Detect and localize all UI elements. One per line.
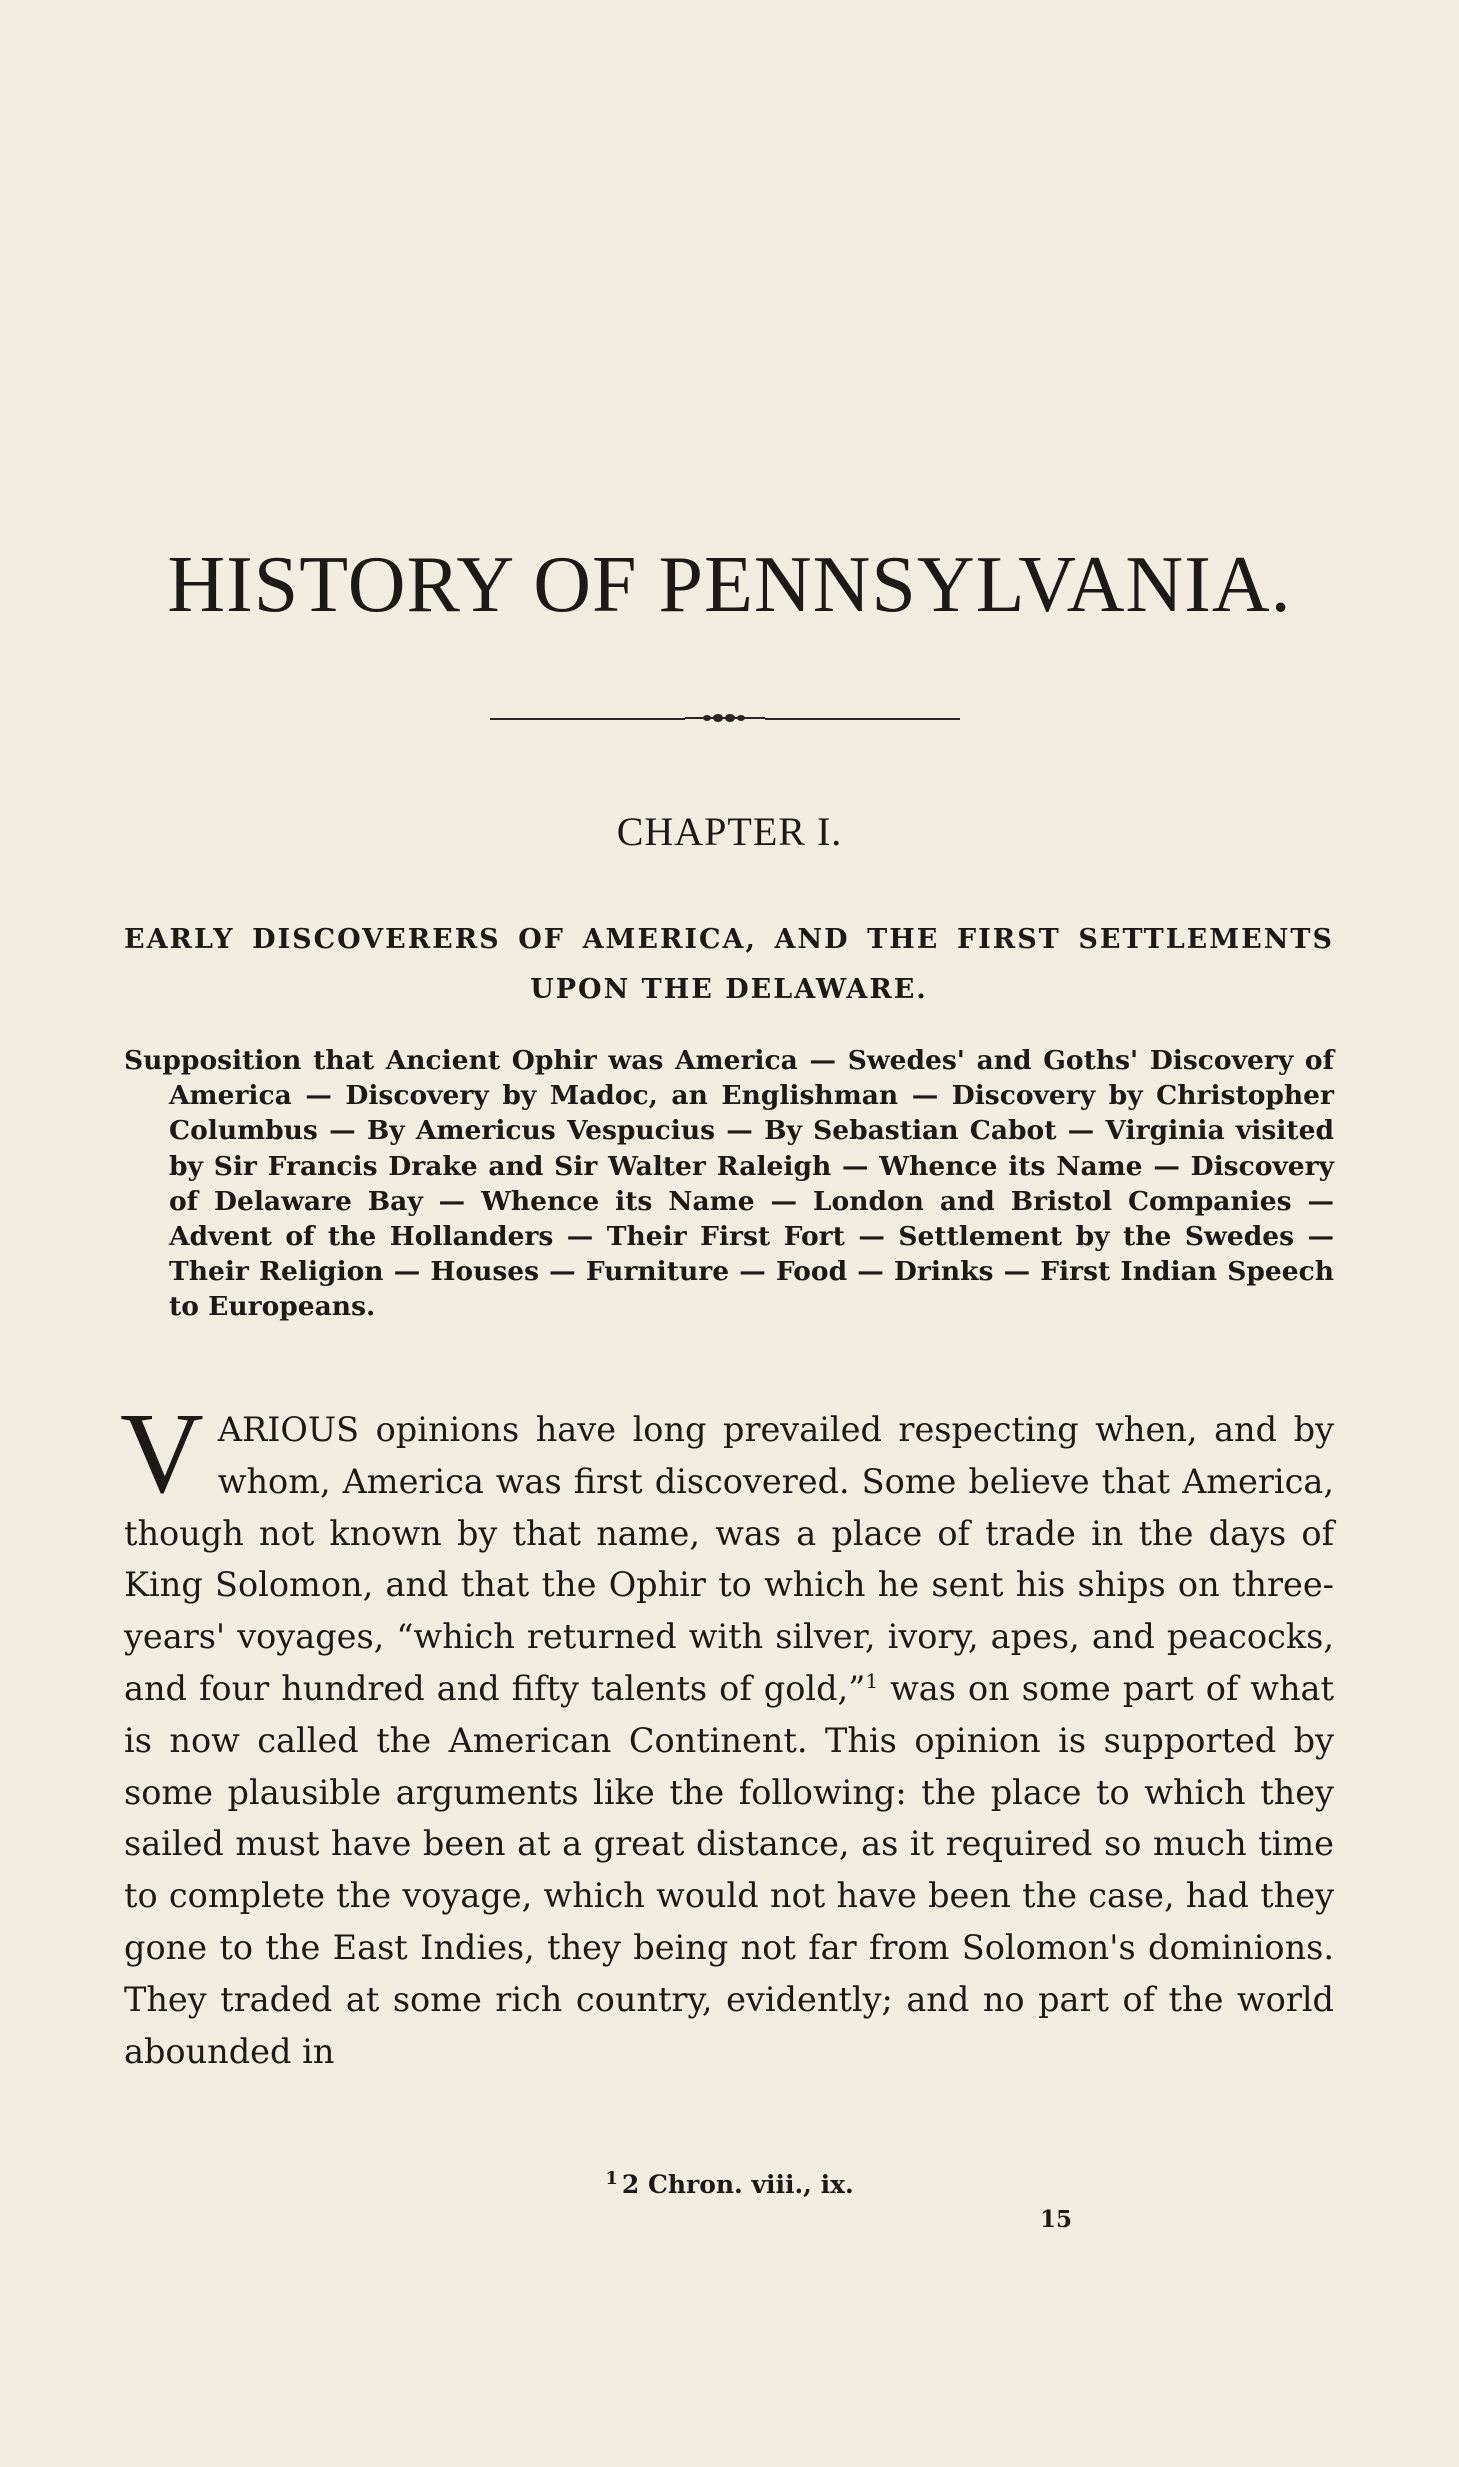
drop-cap: V (120, 1390, 204, 1518)
book-title: HISTORY OF PENNSYLVANIA. (167, 541, 1292, 629)
divider-ornament-icon (685, 711, 765, 725)
chapter-heading: EARLY DISCOVERERS OF AMERICA, AND THE FIRST SETTLEMENTS UPON THE DELAWARE. (124, 924, 1334, 1005)
chapter-synopsis: Supposition that Ancient Ophir was America — Swedes' and Goths' Discovery of America — Discovery by Madoc, an Englishman — Discovery by Christopher Columbus — By Americus Vespucius — By Sebastian Cabot — Virginia visited by Sir Francis Drake and Sir Walter Raleigh — Whence its Name — Discovery of Delaware Bay — Whence its Name — London and Bristol Companies — Advent of the Hollanders — Their First Fort — Settlement by the Swedes — Their Religion — Houses — Furniture — Food — Drinks — First Indian Speech to Europeans. (124, 1045, 1334, 1323)
footnote-text: 2 Chron. viii., ix. (621, 2170, 854, 2199)
body-text-part1: ARIOUS opinions have long prevailed respecting when, and by whom, America was first discovered. Some believe that America, though not known by that name, was a place of trade in the days of King Solomon, and that the Ophir to which he sent his ships on three-years' voyages, “which returned with silver, ivory, apes, and peacocks, and four hundred and fifty talents of gold,” (124, 1410, 1334, 1708)
body-paragraph (120, 1390, 1334, 2077)
footnote-mark: 1 (605, 2167, 618, 2189)
page-number: 15 (1040, 2206, 1073, 2233)
footnote (0, 2167, 1459, 2199)
chapter-number: CHAPTER I. (616, 809, 843, 854)
footnote-reference: 1 (865, 1668, 879, 1693)
body-text-part2: was on some part of what is now called the American Continent. This opinion is supported by some plausible arguments like the following: the place to which they sailed must have been at a great distance, as it required so much time to complete the voyage, which would not have been the case, had they gone to the East Indies, they being not far from Solomon's dominions. They traded at some rich country, evidently; and no part of the world abounded in (124, 1668, 1334, 2071)
